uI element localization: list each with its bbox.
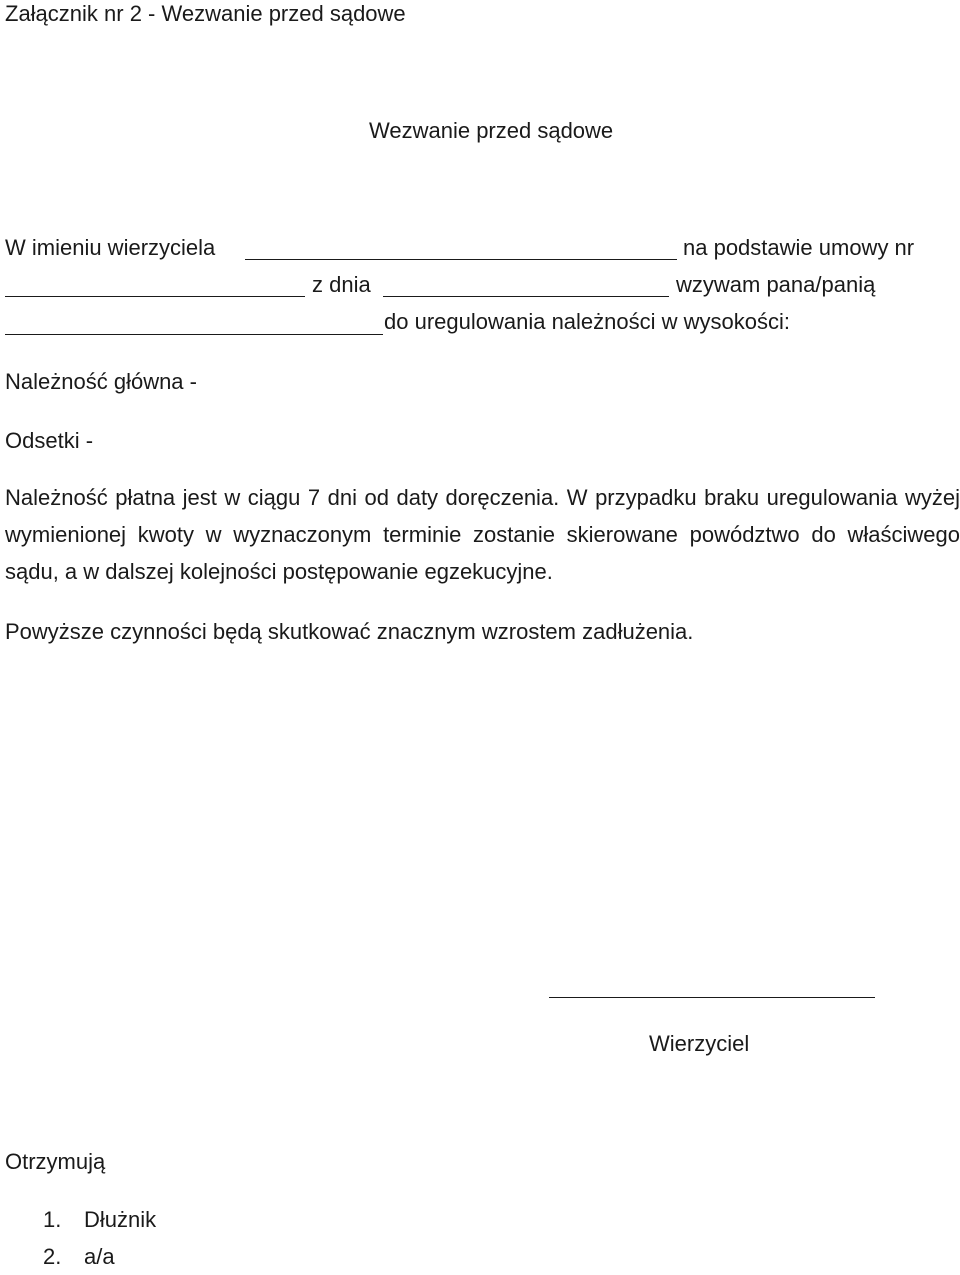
interest-label: Odsetki - <box>5 428 94 453</box>
list-item-number: 1. <box>43 1207 62 1232</box>
attachment-title: Załącznik nr 2 - Wezwanie przed sądowe <box>5 1 406 26</box>
consequence-sentence: Powyższe czynności będą skutkować znacznym wzrostem zadłużenia. <box>5 619 694 644</box>
contract-date-label: z dnia <box>312 272 371 297</box>
summon-label: wzywam pana/panią <box>676 272 876 297</box>
principal-label: Należność główna - <box>5 369 197 394</box>
contract-date-blank[interactable] <box>383 296 669 297</box>
debtor-name-blank[interactable] <box>5 334 383 335</box>
list-item-number: 2. <box>43 1244 62 1269</box>
creditor-label: W imieniu wierzyciela <box>5 235 216 260</box>
signature-label: Wierzyciel <box>649 1031 750 1056</box>
creditor-name-blank[interactable] <box>245 259 677 260</box>
recipients-heading: Otrzymują <box>5 1149 106 1174</box>
contract-number-label: na podstawie umowy nr <box>683 235 915 260</box>
document-title: Wezwanie przed sądowe <box>369 118 614 143</box>
contract-number-blank[interactable] <box>5 296 305 297</box>
signature-line[interactable] <box>549 997 875 998</box>
payment-paragraph: Należność płatna jest w ciągu 7 dni od daty doręczenia. W przypadku braku uregulowania wyżej wymienionej kwoty w wyznaczonym terminie zostanie skierowane powództwo do właściwego sądu, a w dalszej kolejności postępowanie egzekucyjne. <box>5 485 960 584</box>
list-item-name: a/a <box>84 1244 115 1269</box>
amount-label: do uregulowania należności w wysokości: <box>384 309 790 334</box>
list-item-name: Dłużnik <box>84 1207 157 1232</box>
